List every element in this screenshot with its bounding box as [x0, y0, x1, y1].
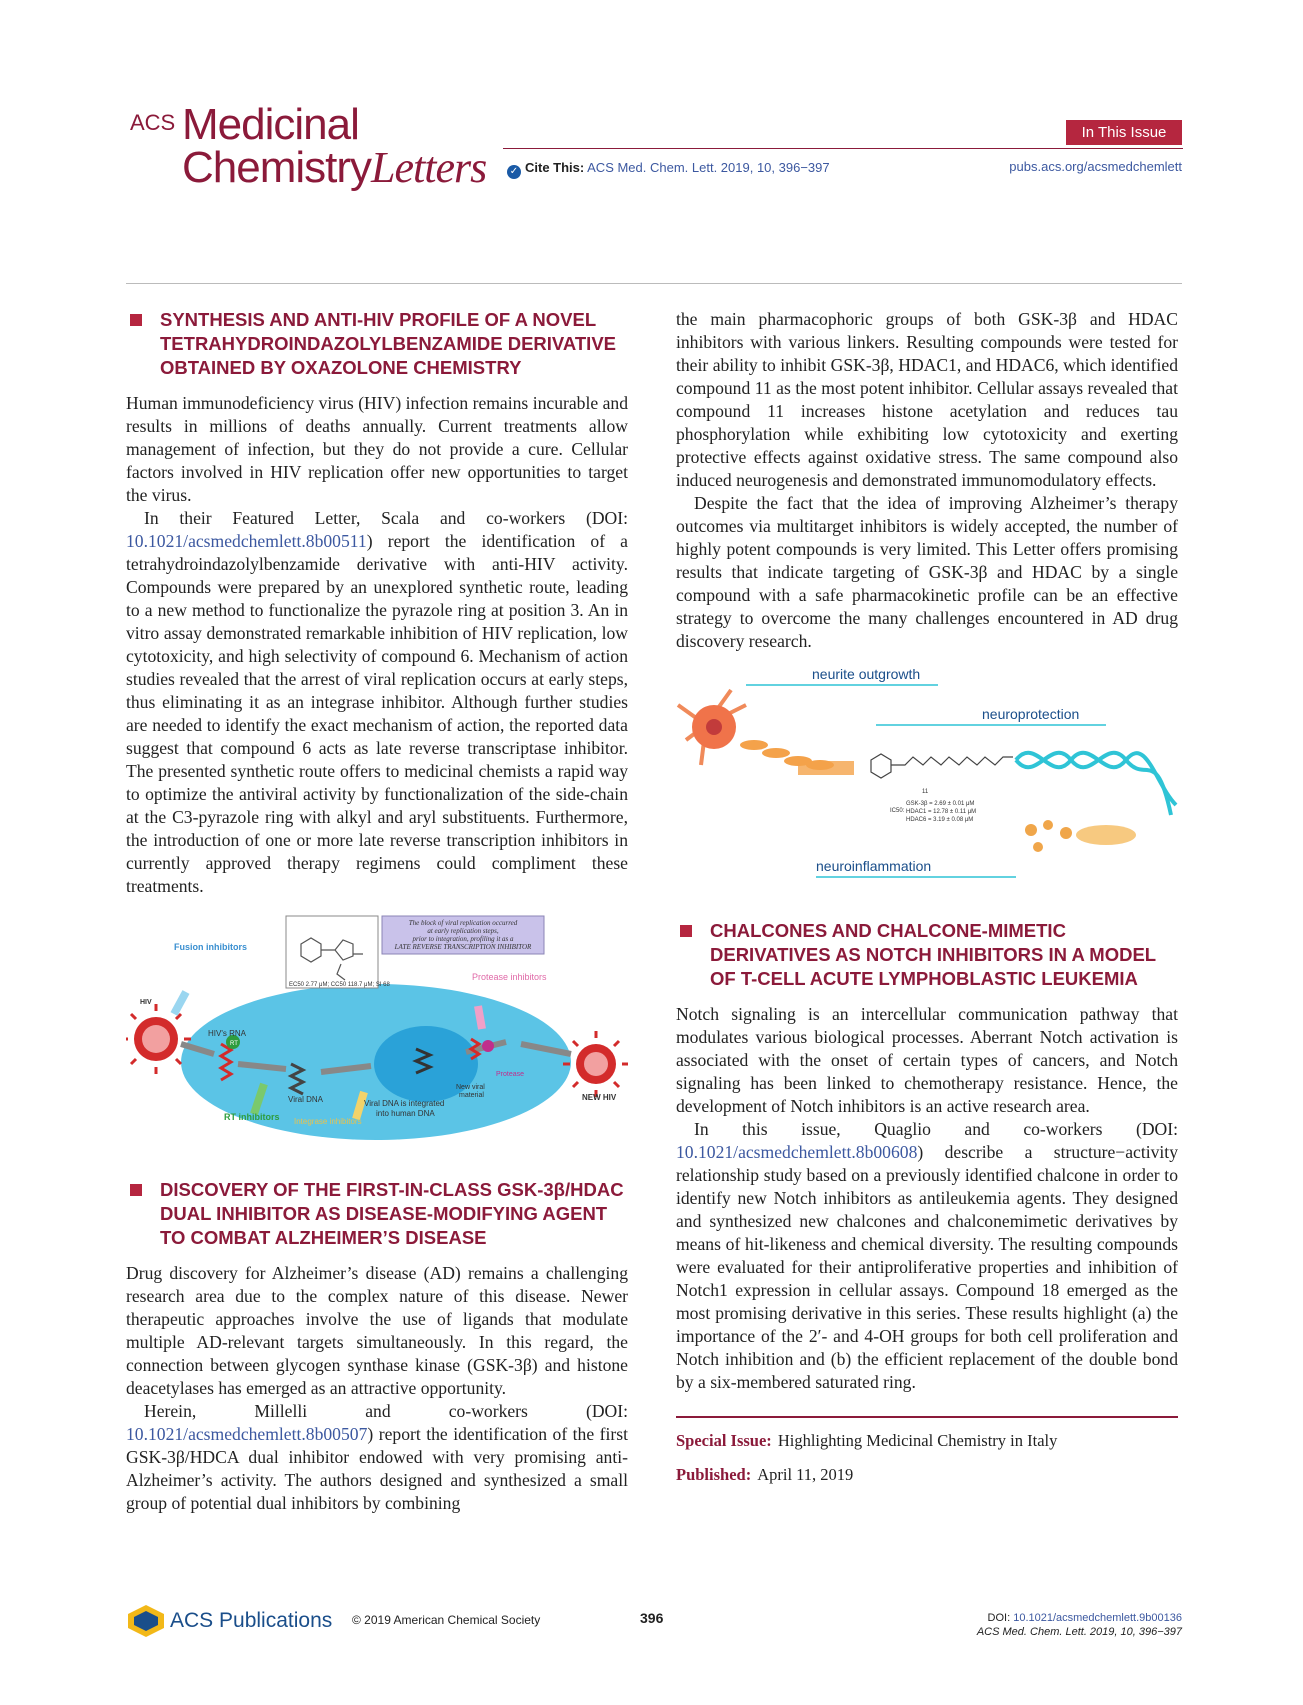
rt-inhibitors-label: RT inhibitors: [224, 1112, 280, 1122]
neuroprotection-label: neuroprotection: [982, 706, 1080, 722]
hiv-virus-left: [126, 1004, 191, 1074]
gsk-doi-link[interactable]: 10.1021/acsmedchemlett.8b00507: [126, 1424, 368, 1444]
compound-number: 11: [922, 789, 929, 795]
integrated-label: Viral DNA is integrated: [364, 1099, 445, 1108]
cite-reference-link[interactable]: ACS Med. Chem. Lett. 2019, 10, 396−397: [587, 160, 830, 175]
heading-marker: [130, 1184, 142, 1196]
fibril: [798, 761, 854, 775]
microglia: [1025, 820, 1136, 852]
notch-heading-text: CHALCONES AND CHALCONE-MIMETIC DERIVATIVES AS NOTCH INHIBITORS IN A MODEL OF T-CELL ACUTE LYMPHOBLASTIC LEUKEMIA: [710, 920, 1156, 989]
hdac6-value: HDAC6 = 3.19 ± 0.08 μM: [906, 817, 974, 823]
protease-inhibitor-arrow: [478, 1006, 482, 1029]
rt-label: RT: [230, 1041, 238, 1047]
published-value: April 11, 2019: [757, 1465, 854, 1484]
gsk-section-heading: [126, 1178, 628, 1250]
hdac1-value: HDAC1 = 12.78 ± 0.11 μM: [906, 809, 977, 815]
gsk-paragraph-1: Drug discovery for Alzheimer’s disease (AD) remains a challenging research area due to the complex nature of this disease. Newer therapeutic approaches involve the use of ligands that modulate multiple AD-relevant targets simultaneously. In this regard, the connection between glycogen synthase kinase (GSK-3β) and histone deacetylases has emerged as an attractive opportunity.: [126, 1263, 628, 1398]
hiv-label: HIV: [140, 999, 152, 1006]
doi-label: DOI:: [987, 1612, 1014, 1624]
notch-paragraph-1: Notch signaling is an intercellular communication pathway that modulates various biological processes. Aberrant Notch activation is associated with the onset of certain types of cancers, and Notch signaling has been linked to chemotherapy resistance. Hence, the development of Notch inhibitors is an active research area.: [676, 1004, 1178, 1116]
notch-p2-text-a: In this issue, Quaglio and co-workers (DOI:: [694, 1119, 1178, 1139]
notch-doi-link[interactable]: 10.1021/acsmedchemlett.8b00608: [676, 1142, 918, 1162]
alz-figure-svg: [676, 665, 1178, 891]
logo-medicinal: Medicinal: [182, 100, 359, 149]
new-viral-label: New viral: [456, 1084, 485, 1091]
notch-p2-text-b: ) describe a structure−activity relationship study based on a previously identified chalcone in order to identify new Notch inhibitors as antileukemia agents. They designed and synthesized new chalcones and chalconemimetic derivatives by means of hit-likeness and chemical diversity. The resulting compounds were evaluated for their antiproliferative properties and inhibition of Notch1 expression in cellular assays. Compound 18 emerged as the most promising derivative in this series. These results highlight (a) the importance of the 2′- and 4-OH groups for both cell proliferation and Notch inhibition and (b) the efficient replacement of the double bond by a six-membered saturated ring.: [676, 1142, 1178, 1392]
hiv-section-heading: [126, 308, 628, 380]
hiv-replication-figure: [126, 914, 628, 1146]
callout-line-3: prior to integration, profiling it as a: [412, 935, 514, 943]
hiv-virus-right: [563, 1031, 628, 1097]
footer-doi-link[interactable]: 10.1021/acsmedchemlett.9b00136: [1013, 1612, 1182, 1624]
hiv-doi-link[interactable]: 10.1021/acsmedchemlett.8b00511: [126, 531, 367, 551]
header-rule: [503, 148, 1183, 149]
hiv-paragraph-1: Human immunodeficiency virus (HIV) infection remains incurable and results in millions of deaths annually. Current treatments allow management of infection, but they do not provide a cure. Cellular factors involved in HIV replication offer new opportunities to target the virus.: [126, 393, 628, 505]
callout-line-4: LATE REVERSE TRANSCRIPTION INHIBITOR: [394, 943, 532, 951]
protease-label: Protease: [496, 1071, 525, 1078]
journal-logo: [130, 100, 500, 194]
special-issue-row: [676, 1430, 1178, 1452]
integrase-inhibitors-label: Integrase inhibitors: [294, 1117, 362, 1126]
published-key: Published:: [676, 1465, 752, 1484]
gsk-p2-text-b: ) report the identification of the first GSK-3β/HDCA dual inhibitor endowed with very promising anti-Alzheimer’s activity. The authors designed and synthesized a small group of potential dual inhibitors by combining: [126, 1424, 628, 1513]
ec50-label: EC50 2.77 μM; CC50 118.7 μM; SI 68: [289, 982, 390, 988]
top-rule: [126, 283, 1182, 284]
hiv-figure-svg: [126, 914, 628, 1146]
gsk-heading-text: DISCOVERY OF THE FIRST-IN-CLASS GSK-3β/HDAC DUAL INHIBITOR AS DISEASE-MODIFYING AGENT TO COMBAT ALZHEIMER’S DISEASE: [160, 1179, 624, 1248]
hiv-p2-text-a: In their Featured Letter, Scala and co-workers (DOI:: [144, 508, 628, 528]
gsk-p2-text-a: Herein, Millelli and co-workers (DOI:: [144, 1401, 628, 1421]
notch-paragraph-2: [676, 1118, 1178, 1394]
logo-chemistry: Chemistry: [182, 143, 372, 192]
cite-this: [507, 160, 830, 179]
hiv-rna-label: HIV's RNA: [208, 1029, 246, 1038]
cite-label: Cite This:: [525, 160, 585, 175]
new-hiv-label: NEW HIV: [582, 1093, 617, 1102]
logo-acs: ACS: [130, 110, 176, 135]
callout-line-2: at early replication steps,: [427, 927, 499, 935]
gsk-paragraph-4: Despite the fact that the idea of improving Alzheimer’s therapy outcomes via multitarget inhibitors is widely accepted, the number of highly potent compounds is very limited. This Letter offers promising results that indicate targeting of GSK-3β and HDAC by a single compound with a safe pharmacokinetic profile can be an effective strategy to overcome the many challenges encountered in AD drug discovery research.: [676, 493, 1178, 651]
logo-letters: Letters: [371, 143, 487, 192]
compound-structure: [871, 754, 1013, 778]
left-column: [126, 308, 628, 1515]
neuron-cell: [678, 690, 746, 765]
structure-box: [286, 916, 378, 988]
gsk-paragraph-2: [126, 1400, 628, 1515]
gsk-paragraph-3: the main pharmacophoric groups of both GSK-3β and HDAC inhibitors with various linkers. Resulting compounds were tested for their ability to inhibit GSK-3β, HDAC1, and HDAC6, which identified compound 11 as the most potent inhibitor. Cellular assays revealed that compound 11 increases histone acetylation and reduces tau phosphorylation while exhibiting low cytotoxicity and exerting protective effects against oxidative stress. The same compound also induced neurogenesis and demonstrated immunomodulatory effects.: [676, 309, 1178, 490]
viral-dna-label: Viral DNA: [288, 1095, 323, 1104]
material-label: material: [459, 1092, 484, 1099]
in-this-issue-tag: In This Issue: [1066, 120, 1182, 145]
protease-inhibitors-label: Protease inhibitors: [472, 972, 547, 982]
copyright: © 2019 American Chemical Society: [352, 1613, 541, 1627]
footer-doi: [977, 1611, 1182, 1639]
acs-publications-logo[interactable]: [126, 1604, 336, 1638]
special-issue-key: Special Issue:: [676, 1431, 772, 1450]
issue-info-box: [676, 1416, 1178, 1486]
alzheimer-figure: [676, 665, 1178, 891]
acs-hexagon-icon: [126, 1604, 166, 1638]
footer-ref: ACS Med. Chem. Lett. 2019, 10, 396−397: [976, 1626, 1182, 1638]
neurite-outgrowth-label: neurite outgrowth: [812, 666, 921, 682]
published-row: [676, 1464, 1178, 1486]
neuroinflammation-label: neuroinflammation: [816, 858, 932, 874]
hiv-heading-text: SYNTHESIS AND ANTI-HIV PROFILE OF A NOVEL TETRAHYDROINDAZOLYLBENZAMIDE DERIVATIVE OBTAINED BY OXAZOLONE CHEMISTRY: [160, 309, 617, 378]
gsk-value: GSK-3β = 2.69 ± 0.01 μM: [906, 801, 975, 807]
special-issue-value: Highlighting Medicinal Chemistry in Italy: [777, 1431, 1058, 1450]
acs-publications-text: ACS Publications: [170, 1609, 333, 1632]
right-column: [676, 308, 1178, 1498]
into-dna-label: into human DNA: [376, 1109, 435, 1118]
heading-marker: [680, 925, 692, 937]
footer-doi-line: [977, 1611, 1182, 1625]
journal-url-link[interactable]: pubs.acs.org/acsmedchemlett: [1009, 159, 1182, 174]
hiv-p2-text-b: ) report the identification of a tetrahydroindazolylbenzamide derivative with anti-HIV activity. Compounds were prepared by an unexplored synthetic route, leading to a new method to functionalize the pyrazole ring at position 3. An in vitro assay demonstrated remarkable inhibition of HIV replication, low cytotoxicity, and high selectivity of compound 6. Mechanism of action studies revealed that the arrest of viral replication occurs at early steps, thus eliminating it as an integrase inhibitor. Although further studies are needed to identify the exact mechanism of action, the reported data suggest that compound 6 acts as late reverse transcriptase inhibitor. The presented synthetic route offers to medicinal chemists a rapid way to optimize the antiviral activity by functionalization of the side-chain at the C3-pyrazole ring with alkyl and aryl substituents. Furthermore, the introduction of one or more late reverse transcription inhibitors in currently approved therapy regimens could compliment these treatments.: [126, 531, 628, 896]
notch-section-heading: [676, 919, 1178, 991]
callout-line-1: The block of viral replication occurred: [408, 919, 518, 927]
protease-dot: [482, 1040, 494, 1052]
check-icon: ✓: [507, 165, 521, 179]
fusion-inhibitors-label: Fusion inhibitors: [174, 942, 247, 952]
hiv-paragraph-2: [126, 507, 628, 898]
page-number: 396: [640, 1610, 664, 1626]
heading-marker: [130, 314, 142, 326]
fusion-inhibitor-arrow: [174, 992, 186, 1014]
ic50-label: IC50:: [890, 808, 905, 814]
logo-chemistry-letters: [182, 142, 486, 193]
